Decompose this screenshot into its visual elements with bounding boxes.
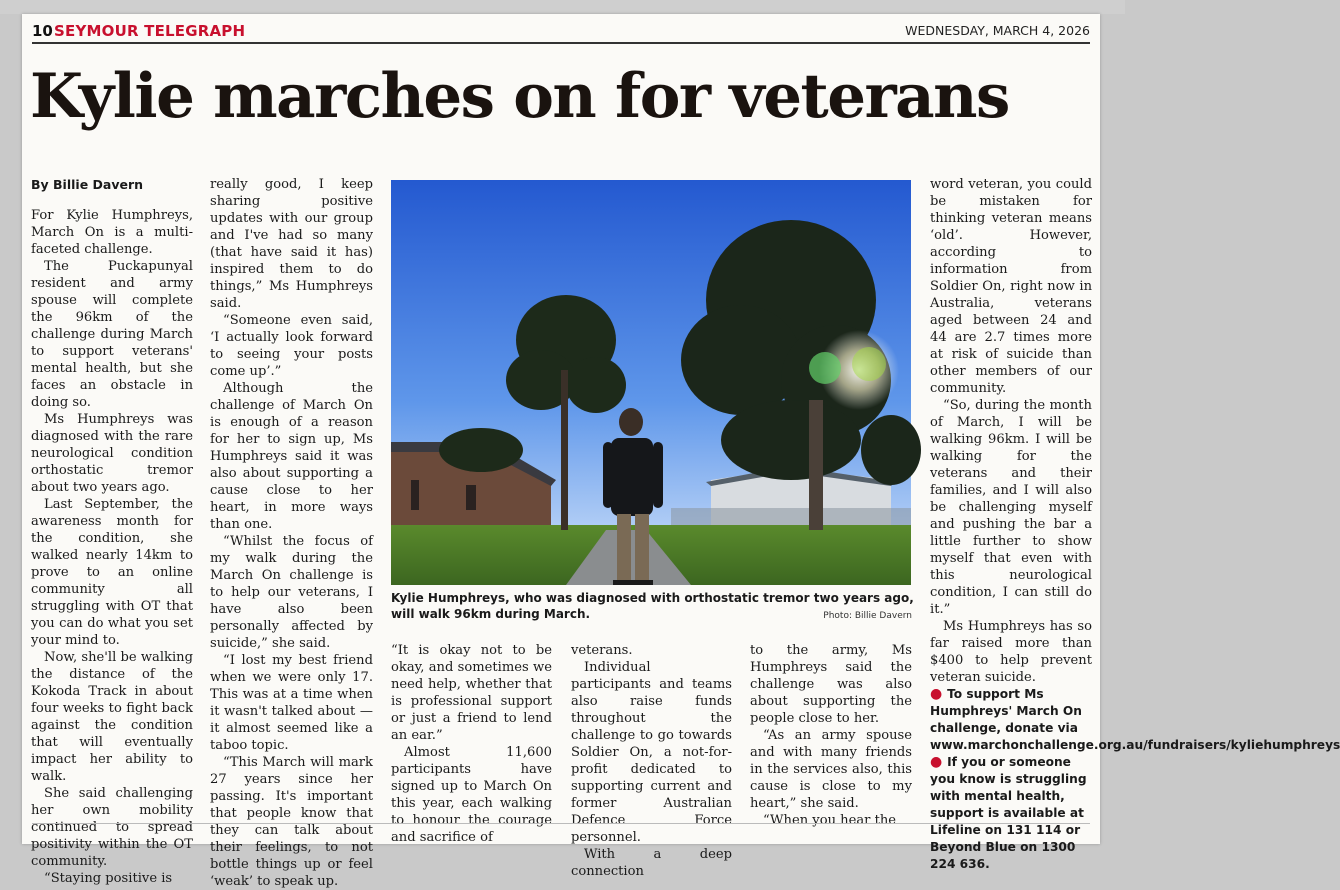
paragraph: Individual participants and teams also raise funds throughout the challenge to go towards Soldier On, a not-for-profit dedicated to supporting current and former Australian Defence Force personnel. [571, 660, 732, 845]
donation-text: To support Ms Humphreys' March On challenge, donate via www.marchonchallenge.org.au/fundraisers/kyliehumphreys [930, 687, 1340, 752]
masthead: SEYMOUR TELEGRAPH [54, 22, 246, 40]
paragraph: “As an army spouse and with many friends in the services also, this cause is close to my heart,” she said. [750, 728, 912, 811]
paragraph: The Puckapunyal resident and army spouse will complete the 96km of the challenge during March to support veterans' mental health, but she faces an obstacle in doing so. [31, 259, 193, 410]
paragraph: “Someone even said, ‘I actually look forward to seeing your posts come up’.” [210, 313, 373, 379]
support-text: If you or someone you know is struggling with mental health, support is available at Lifeline on 131 114 or Beyond Blue on 1300 224 636. [930, 755, 1087, 871]
donation-info [930, 686, 1340, 754]
paragraph: Ms Humphreys has so far raised more than $400 to help prevent veteran suicide. [930, 619, 1092, 685]
headline: Kylie marches on for veterans [30, 61, 1009, 132]
page-number: 10 [32, 22, 53, 40]
paragraph: With a deep connection [571, 847, 732, 879]
column-5 [750, 642, 912, 828]
paragraph: “Staying positive is [44, 871, 173, 886]
photo-illustration [391, 180, 911, 585]
issue-date: WEDNESDAY, MARCH 4, 2026 [905, 23, 1090, 38]
bullet-icon: ● [930, 686, 948, 702]
photo-caption: Kylie Humphreys, who was diagnosed with orthostatic tremor two years ago, will walk 96km during March. [391, 591, 914, 621]
byline: By Billie Davern [31, 177, 144, 192]
paragraph: “So, during the month of March, I will be walking 96km. I will be walking for the veterans and their families, and I will also be challenging myself and pushing the bar a little further to show myself that even with this neurological condition, I can still do it.” [930, 398, 1092, 617]
column-3 [391, 642, 552, 845]
paragraph: word veteran, you could be mistaken for thinking veteran means ‘old’. However, according to information from Soldier On, right now in Australia, veterans aged between 24 and 44 are 2.7 times more at risk of suicide than other members of our community. [930, 177, 1092, 396]
photo-credit: Photo: Billie Davern [823, 611, 912, 621]
paragraph: veterans. [571, 643, 633, 658]
paragraph: really good, I keep sharing positive updates with our group and I've had so many (that have said it has) inspired them to do things,” Ms Humphreys said. [210, 177, 373, 311]
paragraph: to the army, Ms Humphreys said the challenge was also about supporting the people close to her. [750, 643, 912, 726]
paragraph: “When you hear the [763, 813, 897, 828]
column-6 [930, 176, 1340, 871]
page-header [32, 20, 1090, 44]
bottom-rule [32, 823, 1090, 824]
support-info [930, 754, 1092, 873]
paragraph: Now, she'll be walking the distance of the Kokoda Track in about four weeks to fight back against the condition that will eventually impact her ability to walk. [31, 650, 193, 784]
background-shade [0, 0, 1125, 14]
paragraph: “Whilst the focus of my walk during the March On challenge is to help our veterans, I have also been personally affected by suicide,” she said. [210, 534, 373, 651]
paragraph: “This March will mark 27 years since her passing. It's important that people know that they can talk about their feelings, to not bottle things up or feel ‘weak’ to speak up. [210, 755, 373, 889]
paragraph: “It is okay not to be okay, and sometimes we need help, whether that is professional support or just a friend to lend an ear.” [391, 643, 552, 743]
column-4 [571, 642, 732, 879]
bullet-icon: ● [930, 754, 948, 770]
article-photo [391, 180, 911, 585]
paragraph: For Kylie Humphreys, March On is a multi-faceted challenge. [31, 208, 193, 257]
paragraph: Although the challenge of March On is enough of a reason for her to sign up, Ms Humphreys said it was also about supporting a cause close to her heart, in more ways than one. [210, 381, 373, 532]
paragraph: She said challenging her own mobility continued to spread positivity within the OT community. [31, 786, 193, 869]
column-1 [31, 176, 193, 886]
newspaper-page [22, 14, 1340, 889]
paragraph: Ms Humphreys was diagnosed with the rare neurological condition orthostatic tremor about two years ago. [31, 412, 193, 495]
paragraph: Last September, the awareness month for the condition, she walked nearly 14km to prove to an online community all struggling with OT that you can do what you set your mind to. [31, 497, 193, 648]
paragraph: Almost 11,600 participants have signed up to March On this year, each walking to honour the courage and sacrifice of [391, 745, 552, 845]
paragraph: “I lost my best friend when we were only 17. This was at a time when it wasn't talked about — it almost seemed like a taboo topic. [210, 653, 373, 753]
column-2 [210, 176, 373, 889]
